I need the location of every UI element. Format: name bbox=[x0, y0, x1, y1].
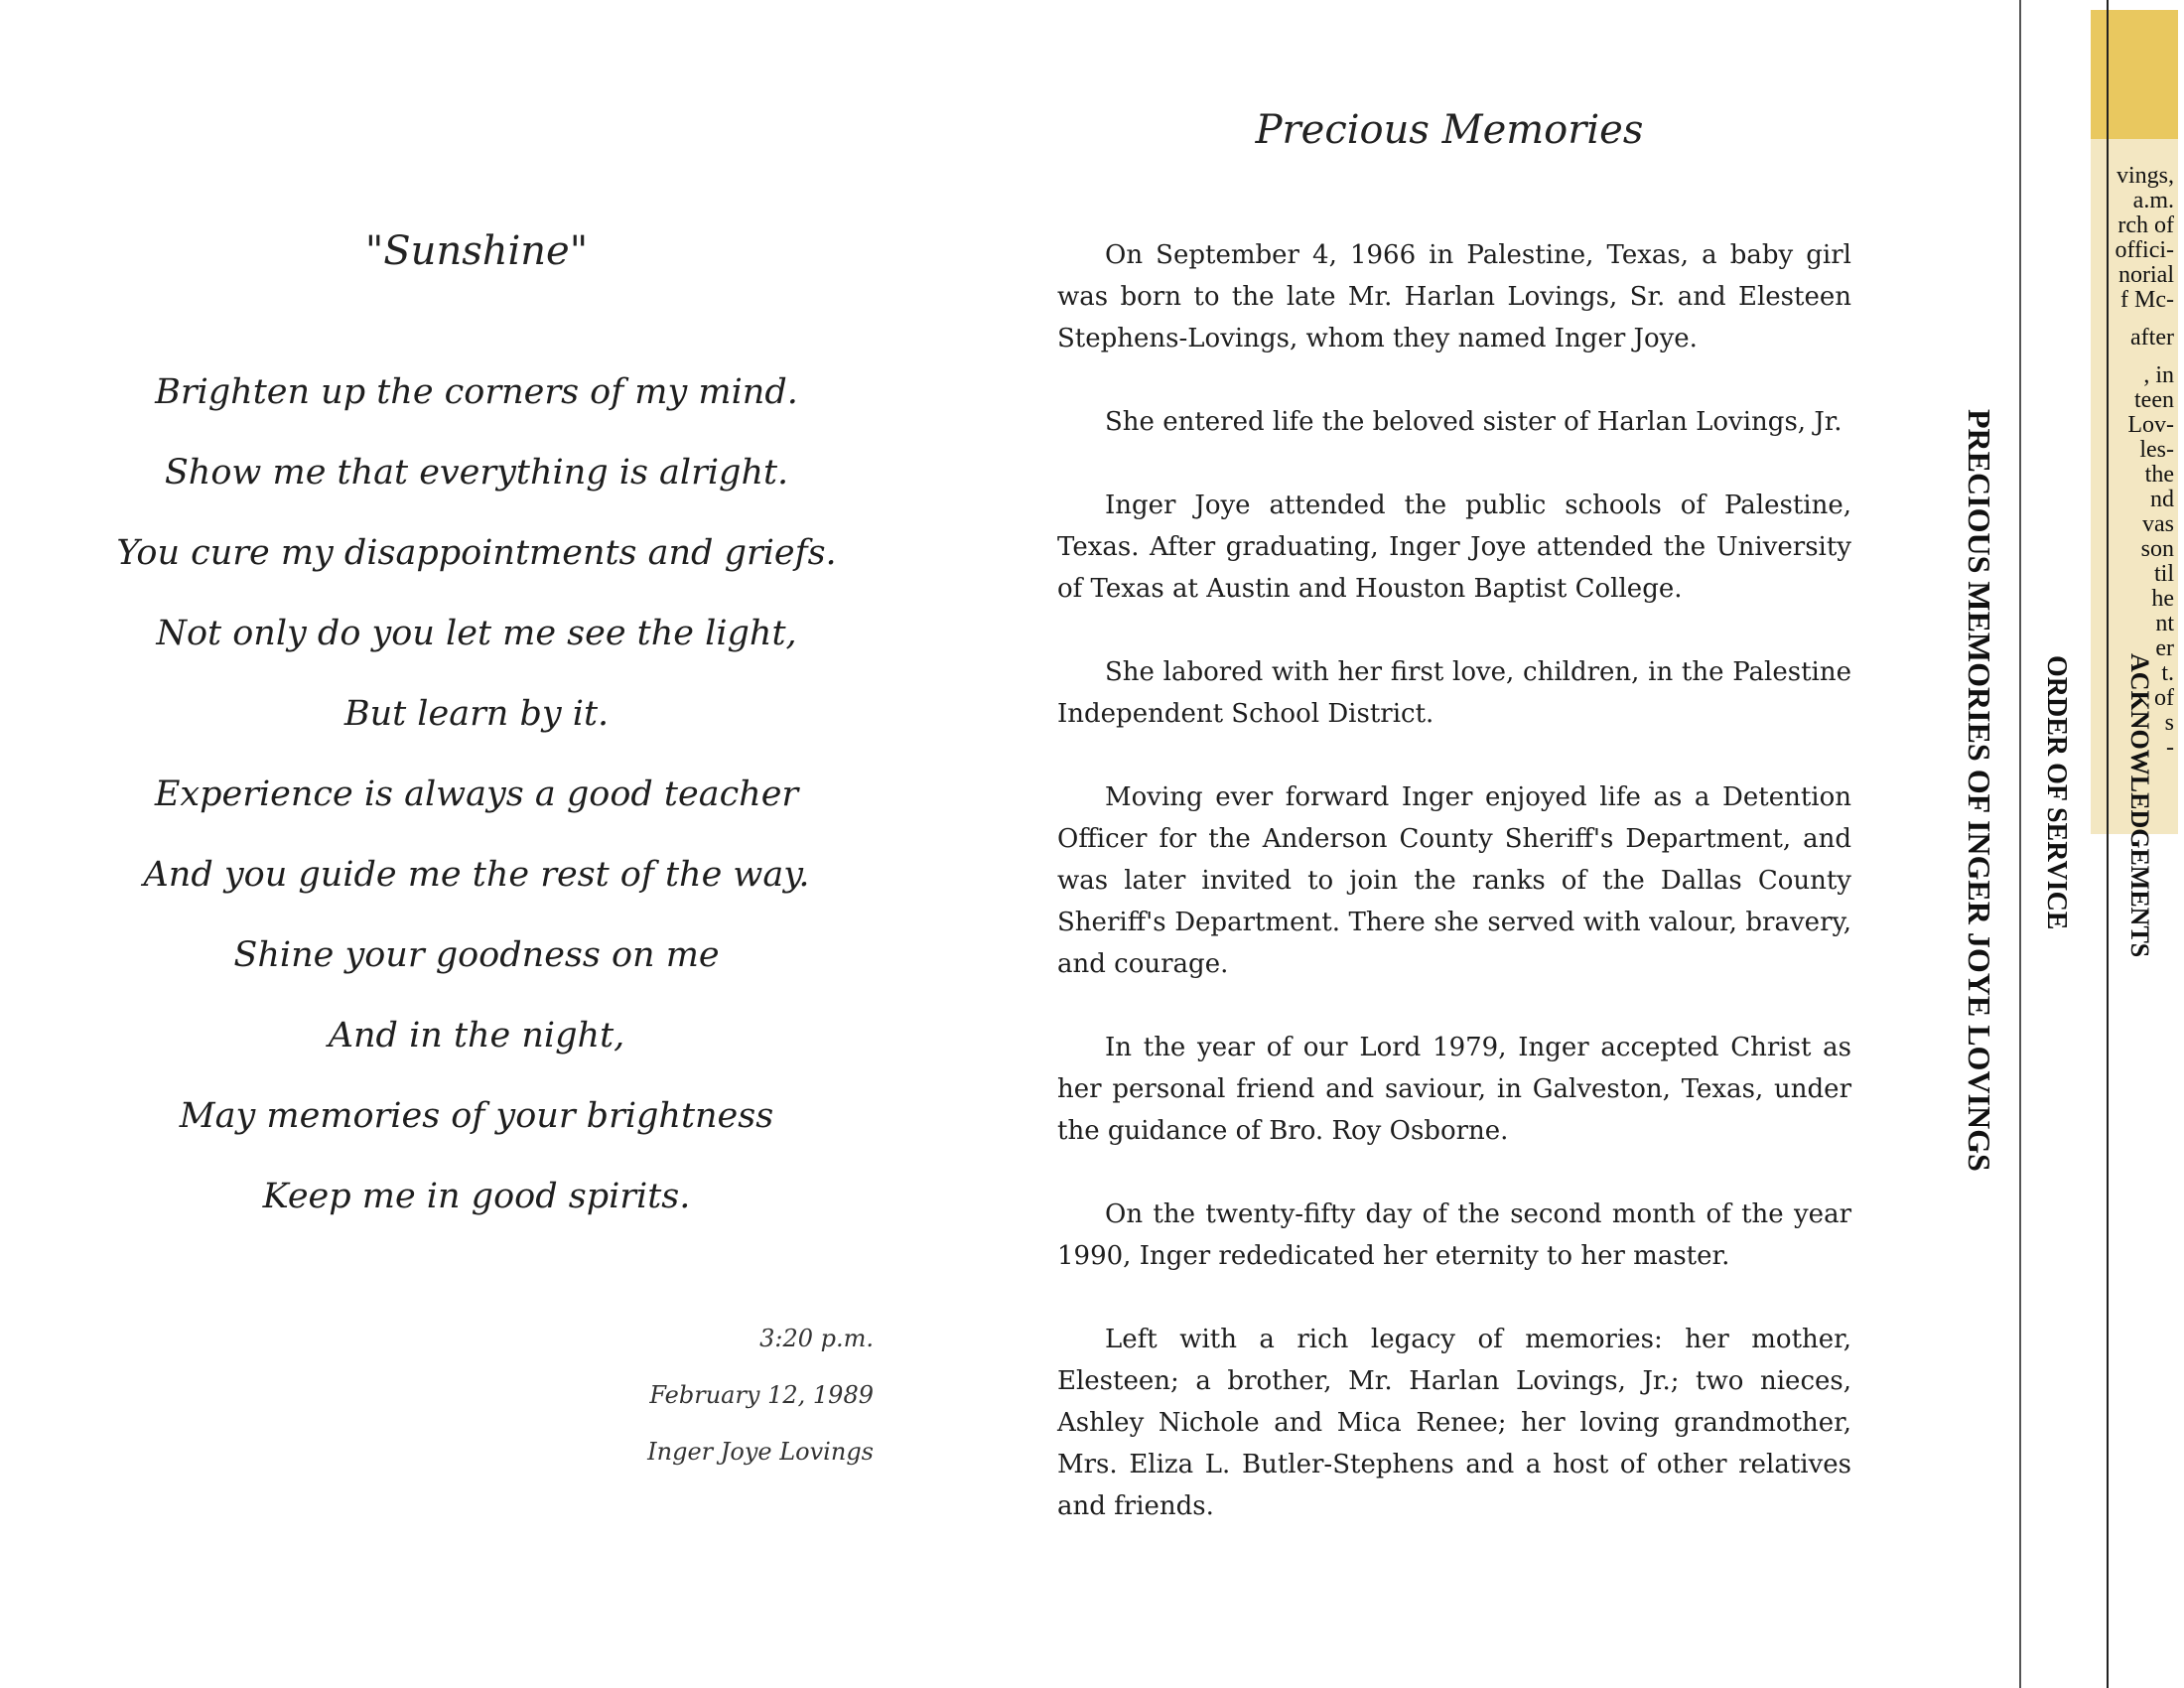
obituary-paragraph: Inger Joye attended the public schools of Palestine, Texas. After graduating, Inger Joye attended the University of Texas at Austin and Houston Baptist College. bbox=[1057, 491, 1851, 604]
spine-label-order-of-service: ORDER OF SERVICE bbox=[2041, 655, 2072, 930]
obituary-paragraph: Left with a rich legacy of memories: her mother, Elesteen; a brother, Mr. Harlan Lovings, Jr.; two nieces, Ashley Nichole and Mica Renee; her loving grandmother, Mrs. Eliza L. Butler-Stephens and a host of other relatives and friends. bbox=[1057, 1325, 1851, 1521]
clipping-line: til bbox=[2153, 561, 2174, 587]
clipping-line: the bbox=[2144, 462, 2174, 488]
signoff-time: 3:20 p.m. bbox=[759, 1325, 874, 1352]
poem-line: Brighten up the corners of my mind. bbox=[155, 372, 798, 412]
obituary-paragraph: Moving ever forward Inger enjoyed life as a Detention Officer for the Anderson County Sheriff's Department, and was later invited to join the ranks of the Dallas County Sheriff's Department. There she served with valour, bravery, and courage. bbox=[1057, 782, 1851, 979]
clipping-line: nt bbox=[2155, 611, 2174, 636]
poem-line: Experience is always a good teacher bbox=[154, 774, 799, 814]
signoff-author: Inger Joye Lovings bbox=[647, 1438, 874, 1466]
clipping-line: after bbox=[2130, 325, 2174, 351]
poem-line: Not only do you let me see the light, bbox=[156, 614, 797, 653]
clipping-line: vas bbox=[2142, 511, 2174, 537]
poem-line: Show me that everything is alright. bbox=[164, 453, 789, 492]
clipping-line: offici- bbox=[2115, 237, 2174, 263]
obituary-paragraph: On September 4, 1966 in Palestine, Texas, a baby girl was born to the late Mr. Harlan Lovings, Sr. and Elesteen Stephens-Lovings, whom they named Inger Joye. bbox=[1057, 240, 1851, 353]
obituary-paragraph: In the year of our Lord 1979, Inger accepted Christ as her personal friend and saviour, in Galveston, Texas, under the guidance of Bro. Roy Osborne. bbox=[1057, 1033, 1851, 1146]
clipping-line: of bbox=[2154, 685, 2174, 711]
clipping-line: f Mc- bbox=[2120, 287, 2174, 313]
obituary-paragraph: She entered life the beloved sister of Harlan Lovings, Jr. bbox=[1105, 407, 1843, 437]
poem-line: Shine your goodness on me bbox=[233, 935, 720, 975]
spine-label-memories: PRECIOUS MEMORIES OF INGER JOYE LOVINGS bbox=[1962, 409, 1997, 1172]
poem-line: And in the night, bbox=[328, 1016, 625, 1055]
poem-line: May memories of your brightness bbox=[179, 1096, 774, 1136]
clipping-line: - bbox=[2166, 735, 2174, 761]
clipping-line: vings, bbox=[2116, 163, 2174, 189]
poem-body bbox=[99, 352, 854, 1237]
poem-line: And you guide me the rest of the way. bbox=[143, 855, 810, 895]
poem-line: Keep me in good spirits. bbox=[262, 1177, 691, 1216]
poem-title: "Sunshine" bbox=[364, 228, 589, 274]
obituary-paragraph: On the twenty-fifty day of the second month of the year 1990, Inger rededicated her eternity to her master. bbox=[1057, 1199, 1851, 1271]
clipping-line: rch of bbox=[2117, 212, 2174, 238]
clipping-line: Lov- bbox=[2127, 412, 2174, 438]
obituary-paragraph: She labored with her first love, children, in the Palestine Independent School District. bbox=[1057, 657, 1851, 729]
clipping-tape bbox=[2091, 10, 2178, 139]
poem-line: But learn by it. bbox=[343, 694, 610, 734]
clipping-line: he bbox=[2151, 586, 2174, 612]
obituary-body bbox=[1057, 234, 1851, 1569]
poem-line: You cure my disappointments and griefs. bbox=[116, 533, 837, 573]
spine-label-acknowledgements: ACKNOWLEDGEMENTS bbox=[2125, 653, 2154, 958]
clipping-line: nd bbox=[2150, 487, 2174, 512]
clipping-line: t. bbox=[2161, 660, 2174, 686]
signoff-date: February 12, 1989 bbox=[649, 1381, 874, 1409]
page-edge-divider bbox=[2019, 0, 2021, 1688]
clipping-line: s bbox=[2164, 710, 2174, 736]
clipping-line: er bbox=[2155, 635, 2174, 661]
poem-signoff bbox=[556, 1311, 874, 1480]
memories-title: Precious Memories bbox=[1255, 107, 1644, 153]
clipping-line: son bbox=[2140, 536, 2174, 562]
clipping-edge-divider bbox=[2107, 0, 2109, 1688]
clipping-line: norial bbox=[2118, 262, 2174, 288]
clipping-line: teen bbox=[2134, 387, 2174, 413]
clipping-line: a.m. bbox=[2132, 188, 2174, 213]
clipping-line: , in bbox=[2143, 362, 2174, 388]
clipping-line: les- bbox=[2139, 437, 2174, 463]
